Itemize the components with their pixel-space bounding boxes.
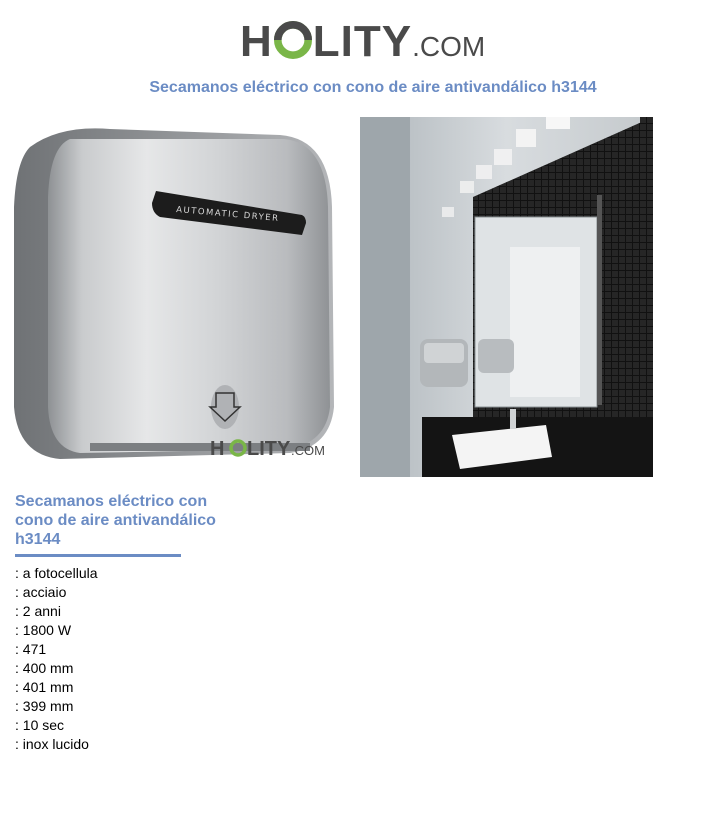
- spec-item: : inox lucido: [15, 736, 89, 752]
- logo-suffix: .COM: [412, 31, 486, 62]
- spec-list: [15, 564, 98, 754]
- svg-text:LITY: LITY: [247, 438, 291, 460]
- product-heading: Secamanos eléctrico con cono de aire antivandálico h3144: [15, 493, 216, 548]
- logo-letters-lity: LITY: [312, 17, 413, 66]
- logo-letter-h: H: [240, 17, 273, 66]
- svg-text:H: H: [210, 438, 225, 460]
- spec-item: : 1800 W: [15, 622, 72, 638]
- hand-dryer-illustration: [0, 117, 340, 477]
- spec-item: : 399 mm: [15, 698, 74, 714]
- product-photo-dryer: [0, 117, 340, 477]
- bathroom-illustration: [360, 117, 653, 477]
- product-photo-bathroom: [360, 117, 653, 477]
- heading-underline: [15, 554, 181, 557]
- spec-item: : 2 anni: [15, 603, 61, 619]
- spec-item: : 471: [15, 641, 47, 657]
- svg-text:.COM: .COM: [291, 443, 325, 458]
- dryer-panel-label: AUTOMATIC DRYER: [175, 205, 280, 225]
- page-title: Secamanos eléctrico con cono de aire antivandálico h3144: [149, 79, 597, 96]
- spec-item: : acciaio: [15, 584, 67, 600]
- site-logo[interactable]: [0, 12, 720, 72]
- spec-item: : 401 mm: [15, 679, 74, 695]
- logo-o-icon: [274, 21, 312, 59]
- logo-wordmark: [240, 17, 486, 69]
- spec-item: : a fotocellula: [15, 565, 98, 581]
- spec-item: : 10 sec: [15, 717, 65, 733]
- spec-item: : 400 mm: [15, 660, 74, 676]
